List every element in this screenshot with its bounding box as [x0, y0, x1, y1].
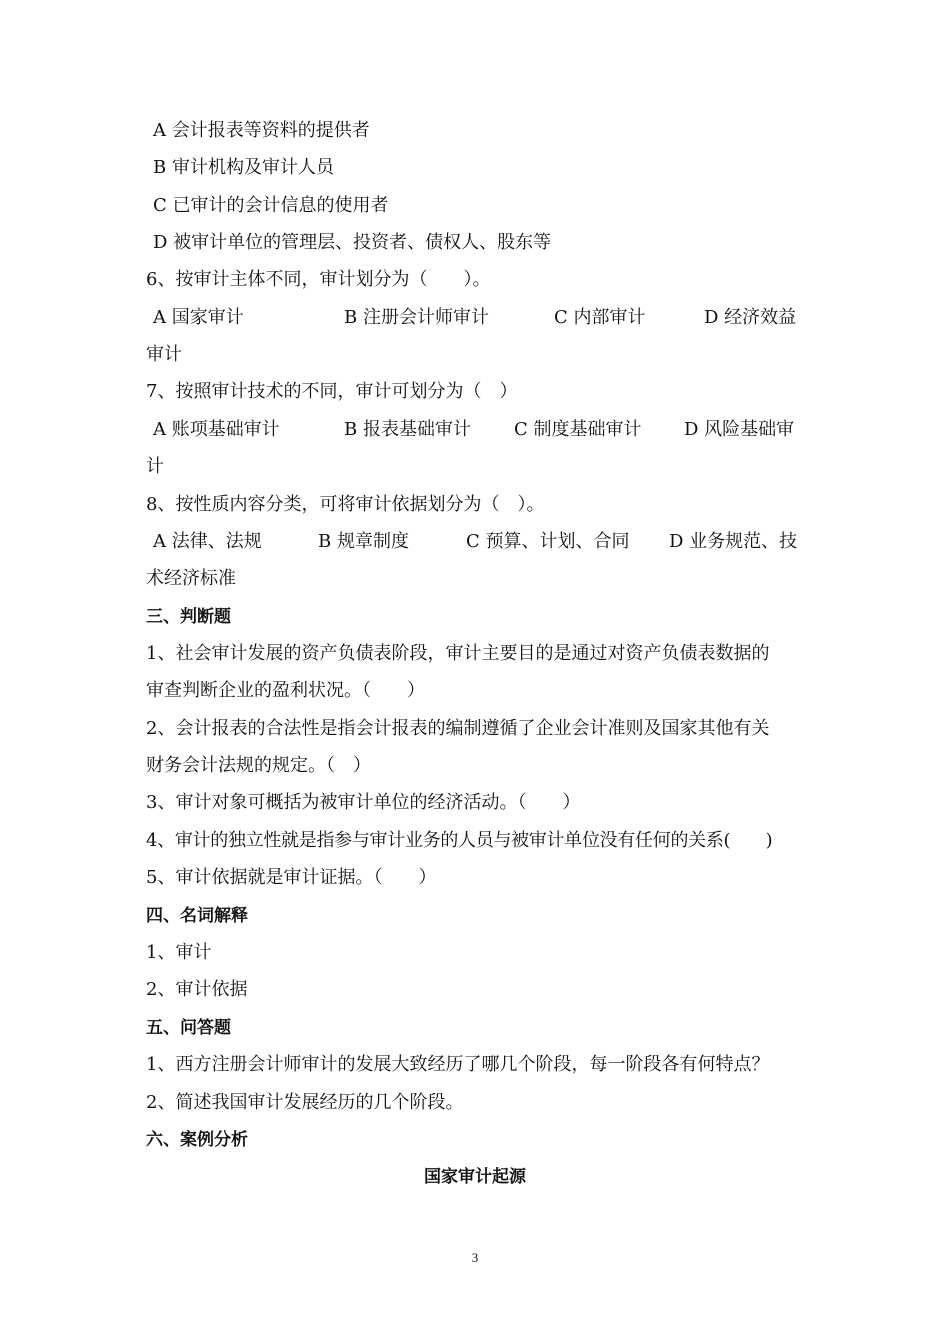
q7-option-c: C 制度基础审计: [514, 419, 642, 440]
q8-stem: 8、按性质内容分类，可将审计依据划分为（ ）。: [146, 494, 545, 515]
q5-option-d: D 被审计单位的管理层、投资者、债权人、股东等: [153, 232, 552, 253]
qa-item-1: 1、西方注册会计师审计的发展大致经历了哪几个阶段，每一阶段各有何特点？: [146, 1054, 770, 1075]
tf-item-3: 3、审计对象可概括为被审计单位的经济活动。（ ）: [146, 792, 581, 813]
q7-option-a: A 账项基础审计: [153, 419, 280, 440]
q7-option-d: D 风险基础审: [684, 419, 795, 440]
q6-options: [153, 306, 808, 330]
q8-options: [153, 530, 808, 554]
section-heading-true-false: 三、判断题: [146, 607, 231, 627]
q5-option-a: A 会计报表等资料的提供者: [153, 120, 370, 141]
q7-option-b: B 报表基础审计: [344, 419, 471, 440]
q8-option-d: D 业务规范、技: [669, 531, 798, 552]
q7-stem: 7、按照审计技术的不同，审计可划分为（ ）: [146, 381, 518, 402]
q6-option-b: B 注册会计师审计: [344, 307, 489, 328]
tf-item-5: 5、审计依据就是审计证据。（ ）: [146, 867, 437, 888]
q8-option-a: A 法律、法规: [153, 531, 262, 552]
section-heading-terms: 四、名词解释: [146, 906, 248, 926]
section-heading-case: 六、案例分析: [146, 1130, 248, 1150]
q6-option-d-continued: 审计: [146, 344, 182, 365]
q8-option-d-continued: 术经济标准: [146, 568, 236, 589]
q5-option-c: C 已审计的会计信息的使用者: [153, 195, 389, 216]
tf-item-4: 4、审计的独立性就是指参与审计业务的人员与被审计单位没有任何的关系( ): [146, 830, 773, 851]
term-item-1: 1、审计: [146, 942, 212, 963]
q6-option-c: C 内部审计: [554, 307, 646, 328]
q6-option-d: D 经济效益: [704, 307, 797, 328]
q6-option-a: A 国家审计: [153, 307, 244, 328]
q7-option-d-continued: 计: [146, 456, 164, 477]
section-heading-qa: 五、问答题: [146, 1018, 231, 1038]
tf-item-2-line-1: 2、会计报表的合法性是指会计报表的编制遵循了企业会计准则及国家其他有关: [146, 718, 770, 739]
tf-item-2-line-2: 财务会计法规的规定。（ ）: [146, 755, 371, 776]
q5-option-b: B 审计机构及审计人员: [153, 157, 334, 178]
page-number: 3: [471, 1250, 479, 1265]
term-item-2: 2、审计依据: [146, 979, 248, 1000]
tf-item-1-line-2: 审查判断企业的盈利状况。（ ）: [146, 680, 425, 701]
q7-options: [153, 418, 808, 442]
qa-item-2: 2、简述我国审计发展经历的几个阶段。: [146, 1092, 464, 1113]
q6-stem: 6、按审计主体不同，审计划分为（ ）。: [146, 269, 491, 290]
tf-item-1-line-1: 1、社会审计发展的资产负债表阶段，审计主要目的是通过对资产负债表数据的: [146, 643, 770, 664]
q8-option-b: B 规章制度: [318, 531, 409, 552]
q8-option-c: C 预算、计划、合同: [466, 531, 630, 552]
case-title: 国家审计起源: [424, 1167, 526, 1187]
